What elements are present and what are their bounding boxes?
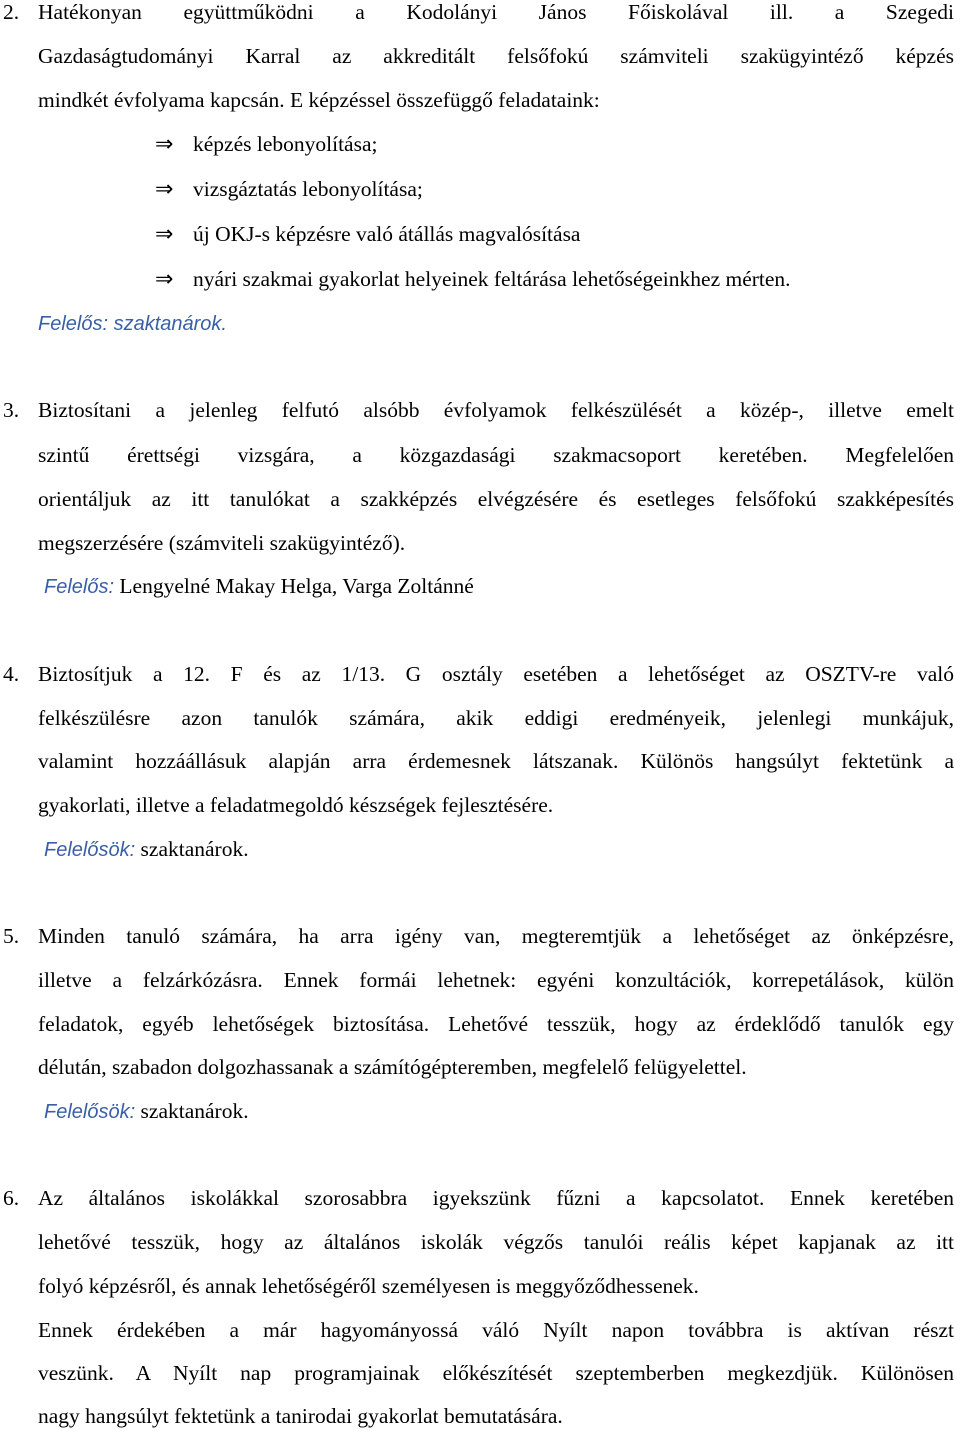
item-4-responsible [44, 834, 249, 864]
bullet-text: új OKJ-s képzésre való átállás magvalósítása [193, 222, 581, 246]
bullet-text: nyári szakmai gyakorlat helyeinek feltárása lehetőségeinkhez mérten. [193, 267, 791, 291]
item-5-responsible [44, 1096, 249, 1126]
item-3-line-3: orientáljuk az itt tanulókat a szakképzés elvégzésére és esetleges felsőfokú szakképesítés [38, 487, 954, 511]
responsible-names: szaktanárok. [140, 1099, 249, 1123]
item-2-line-1: Hatékonyan együttműködni a Kodolányi János Főiskolával ill. a Szegedi [38, 0, 954, 24]
item-2-line-2: Gazdaságtudományi Karral az akkreditált felsőfokú számviteli szakügyintéző képzés [38, 44, 954, 68]
item-6-line-2: lehetővé tesszük, hogy az általános iskolák végzős tanulói reális képet kapjanak az itt [38, 1230, 954, 1254]
bullet-item-1 [155, 129, 377, 159]
item-4-line-4: gyakorlati, illetve a feladatmegoldó készségek fejlesztésére. [38, 793, 554, 817]
responsible-label: Felelősök: [44, 1101, 136, 1123]
item-6-line-4: Ennek érdekében a már hagyományossá váló Nyílt napon továbbra is aktívan részt [38, 1318, 954, 1342]
bullet-text: képzés lebonyolítása; [193, 132, 378, 156]
item-5-line-3: feladatok, egyéb lehetőségek biztosítása. Lehetővé tesszük, hogy az érdeklődő tanulók egy [38, 1012, 954, 1036]
item-2-line-3: mindkét évfolyama kapcsán. E képzéssel összefüggő feladataink: [38, 88, 600, 112]
item-5-line-1: Minden tanuló számára, ha arra igény van, megteremtjük a lehetőséget az önképzésre, [38, 924, 954, 948]
double-arrow-icon: ⇒ [155, 222, 174, 247]
bullet-item-3 [155, 219, 580, 249]
bullet-text: vizsgáztatás lebonyolítása; [193, 177, 423, 201]
item-3-number: 3. [3, 398, 20, 422]
responsible-text: Felelős: szaktanárok. [38, 313, 227, 335]
item-3-responsible [44, 571, 474, 601]
item-6-number: 6. [3, 1186, 20, 1210]
item-6-line-5: veszünk. A Nyílt nap programjainak előkészítését szeptemberben megkezdjük. Különösen [38, 1361, 954, 1385]
item-5-number: 5. [3, 924, 20, 948]
item-2-responsible [38, 308, 227, 338]
double-arrow-icon: ⇒ [155, 132, 174, 157]
responsible-label: Felelősök: [44, 839, 136, 861]
responsible-label: Felelős: [44, 576, 115, 598]
item-6-line-6: nagy hangsúlyt fektetünk a tanirodai gyakorlat bemutatására. [38, 1404, 563, 1428]
item-4-number: 4. [3, 662, 20, 686]
item-4-line-3: valamint hozzáállásuk alapján arra érdemesnek látszanak. Különös hangsúlyt fektetünk a [38, 749, 954, 773]
item-6-line-3: folyó képzésről, és annak lehetőségéről személyesen is meggyőződhessenek. [38, 1274, 699, 1298]
item-6-line-1: Az általános iskolákkal szorosabbra igyekszünk fűzni a kapcsolatot. Ennek keretében [38, 1186, 954, 1210]
item-3-line-4: megszerzésére (számviteli szakügyintéző). [38, 531, 406, 555]
double-arrow-icon: ⇒ [155, 267, 174, 292]
item-3-line-1: Biztosítani a jelenleg felfutó alsóbb évfolyamok felkészülését a közép-, illetve emelt [38, 398, 954, 422]
responsible-names: Lengyelné Makay Helga, Varga Zoltánné [119, 574, 474, 598]
bullet-item-4 [155, 264, 791, 294]
item-5-line-2: illetve a felzárkózásra. Ennek formái lehetnek: egyéni konzultációk, korrepetálások, külön [38, 968, 954, 992]
item-3-line-2: szintű érettségi vizsgára, a közgazdasági szakmacsoport keretében. Megfelelően [38, 443, 954, 467]
bullet-item-2 [155, 174, 423, 204]
item-2-number: 2. [3, 0, 20, 24]
item-4-line-2: felkészülésre azon tanulók számára, akik eddigi eredményeik, jelenlegi munkájuk, [38, 706, 954, 730]
item-4-line-1: Biztosítjuk a 12. F és az 1/13. G osztály esetében a lehetőséget az OSZTV-re való [38, 662, 954, 686]
responsible-names: szaktanárok. [140, 837, 249, 861]
item-5-line-4: délután, szabadon dolgozhassanak a számítógépteremben, megfelelő felügyelettel. [38, 1055, 747, 1079]
double-arrow-icon: ⇒ [155, 177, 174, 202]
